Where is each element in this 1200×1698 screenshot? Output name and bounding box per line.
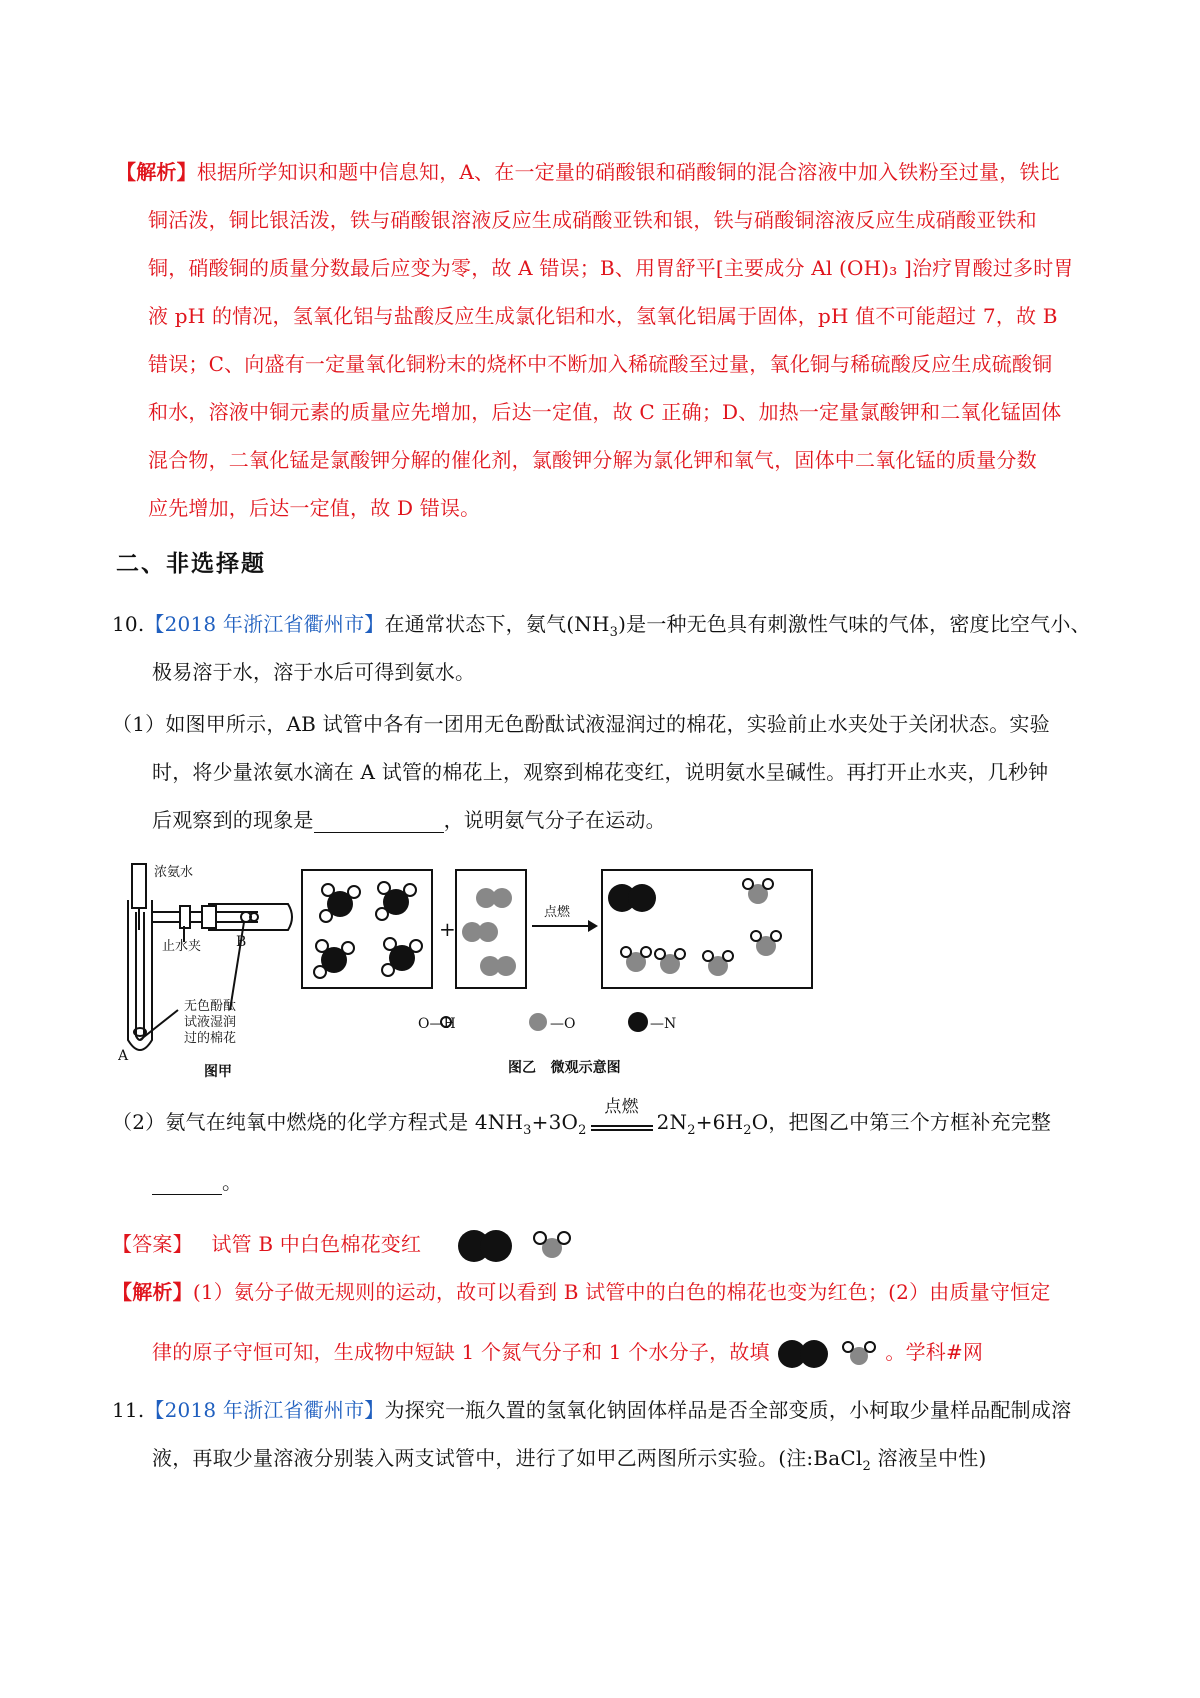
molecule-n2-icon xyxy=(456,1228,516,1264)
label-tube-a: A xyxy=(118,1048,129,1064)
analysis-line: (1）氨分子做无规则的运动，故可以看到 B 试管中的白色的棉花也变为红色；(2）由质量守恒定 xyxy=(192,1280,1051,1304)
molecule-h2o-icon xyxy=(839,1338,879,1370)
plus-sign: + xyxy=(439,917,456,941)
reaction-condition: 点燃 xyxy=(604,1097,639,1117)
equation-text: O，把图乙中第三个方框补充完整 xyxy=(751,1110,1052,1134)
answer-blank[interactable] xyxy=(314,810,444,833)
question-stem: 液，再取少量溶液分别装入两支试管中，进行了如甲乙两图所示实验。(注:BaCl xyxy=(152,1446,863,1470)
label-cotton: 无色酚酞 xyxy=(184,999,237,1014)
question-stem: 在通常状态下，氨气(NH xyxy=(384,612,610,636)
reaction-arrow xyxy=(591,1097,653,1133)
question-10-part1-cont xyxy=(152,748,1048,844)
punctuation: 。 xyxy=(222,1170,243,1194)
equation-text: +6H xyxy=(695,1110,744,1134)
analysis-tag: 【解析】 xyxy=(112,1280,193,1304)
analysis-line: 律的原子守恒可知，生成物中短缺 1 个氮气分子和 1 个水分子，故填 xyxy=(152,1340,770,1364)
reaction-figure-yi xyxy=(302,870,812,1032)
analysis-1-body xyxy=(148,196,1074,532)
analysis-line: 应先增加，后达一定值，故 D 错误。 xyxy=(148,496,481,520)
question-source: 【2018 年浙江省衢州市】 xyxy=(144,612,385,636)
question-10-part2-blank xyxy=(152,1158,242,1206)
molecule-h2o-icon xyxy=(530,1228,574,1264)
subscript: 2 xyxy=(687,1123,696,1138)
subscript: 2 xyxy=(578,1123,587,1138)
equation-text: +3O xyxy=(531,1110,579,1134)
legend-oxygen: —O xyxy=(550,1016,576,1032)
subscript: 2 xyxy=(862,1459,871,1474)
analysis-line: 液 pH 的情况，氢氧化铝与盐酸反应生成氯化铝和水，氢氧化铝属于固体，pH 值不可能超过 7，故 B xyxy=(148,304,1058,328)
question-part-text: （1）如图甲所示，AB 试管中各有一团用无色酚酞试液湿润过的棉花，实验前止水夹处于关闭状态。实验 xyxy=(112,712,1050,736)
question-part-text: 时，将少量浓氨水滴在 A 试管的棉花上，观察到棉花变红，说明氨水呈碱性。再打开止水夹，几秒钟 xyxy=(152,760,1049,784)
analysis-line: 铜，硝酸铜的质量分数最后应变为零，故 A 错误；B、用胃舒平[主要成分 Al (OH)₃ ]治疗胃酸过多时胃 xyxy=(148,256,1074,280)
subscript: 2 xyxy=(743,1123,752,1138)
analysis-line: 错误；C、向盛有一定量氧化铜粉末的烧杯中不断加入稀硫酸至过量，氧化铜与稀硫酸反应生成硫酸铜 xyxy=(148,352,1053,376)
question-11-line2 xyxy=(152,1434,987,1482)
question-source: 【2018 年浙江省衢州市】 xyxy=(144,1398,385,1422)
molecule-n2-icon xyxy=(776,1338,832,1370)
question-stem: 极易溶于水，溶于水后可得到氨水。 xyxy=(152,660,476,684)
answer-blank[interactable] xyxy=(152,1172,222,1195)
question-part-text: 后观察到的现象是 xyxy=(152,808,314,832)
question-stem: )是一种无色具有刺激性气味的气体，密度比空气小、 xyxy=(618,612,1091,636)
legend-nitrogen: —N xyxy=(650,1016,677,1032)
question-number: 10. xyxy=(112,612,145,636)
question-stem: 为探究一瓶久置的氢氧化钠固体样品是否全部变质，小柯取少量样品配制成溶 xyxy=(384,1398,1072,1422)
question-stem: 溶液呈中性) xyxy=(870,1446,987,1470)
equation-text: （2）氨气在纯氧中燃烧的化学方程式是 4NH xyxy=(112,1110,524,1134)
label-concentrated-ammonia: 浓氨水 xyxy=(154,865,194,880)
label-cotton: 过的棉花 xyxy=(184,1031,237,1046)
label-ignite: 点燃 xyxy=(544,905,571,920)
experiment-figure xyxy=(118,860,898,1080)
subscript: 3 xyxy=(609,625,619,640)
label-tube-b: B xyxy=(236,934,247,950)
question-part-text: ，说明氨气分子在运动。 xyxy=(443,808,666,832)
question-number: 11. xyxy=(112,1398,145,1422)
section-heading: 二、非选择题 xyxy=(116,551,266,577)
question-10 xyxy=(112,600,1091,648)
label-water-clamp: 止水夹 xyxy=(162,939,202,954)
answer-text: 试管 B 中白色棉花变红 xyxy=(211,1232,422,1256)
caption-figure-yi: 图乙 微观示意图 xyxy=(508,1060,621,1076)
analysis-line: 根据所学知识和题中信息知，A、在一定量的硝酸银和硝酸铜的混合溶液中加入铁粉至过量，铁比 xyxy=(196,160,1060,184)
answer-block xyxy=(112,1220,574,1268)
question-11 xyxy=(112,1386,1071,1434)
analysis-line: 混合物，二氧化锰是氯酸钾分解的催化剂，氯酸钾分解为氯化钾和氧气，固体中二氧化锰的质量分数 xyxy=(148,448,1037,472)
analysis-2 xyxy=(112,1268,1050,1316)
analysis-line: 铜活泼，铜比银活泼，铁与硝酸银溶液反应生成硝酸亚铁和银，铁与硝酸铜溶液反应生成硝酸亚铁和 xyxy=(148,208,1037,232)
question-10-part2 xyxy=(112,1098,1051,1146)
answer-tag: 【答案】 xyxy=(112,1232,193,1256)
analysis-1 xyxy=(116,148,1060,196)
equation-text: 2N xyxy=(656,1110,688,1134)
analysis-line: 和水，溶液中铜元素的质量应先增加，后达一定值，故 C 正确；D、加热一定量氯酸钾和二氧化锰固体 xyxy=(148,400,1062,424)
question-10-part1 xyxy=(112,700,1050,748)
label-cotton: 试液湿润 xyxy=(184,1015,237,1030)
legend-hydrogen: O—H xyxy=(418,1016,456,1032)
subscript: 3 xyxy=(523,1123,532,1138)
analysis-2-cont xyxy=(152,1328,983,1376)
watermark-text: 。学科#网 xyxy=(885,1340,984,1364)
question-10-line2 xyxy=(152,648,475,696)
analysis-tag: 【解析】 xyxy=(116,160,197,184)
caption-figure-jia: 图甲 xyxy=(204,1064,232,1080)
